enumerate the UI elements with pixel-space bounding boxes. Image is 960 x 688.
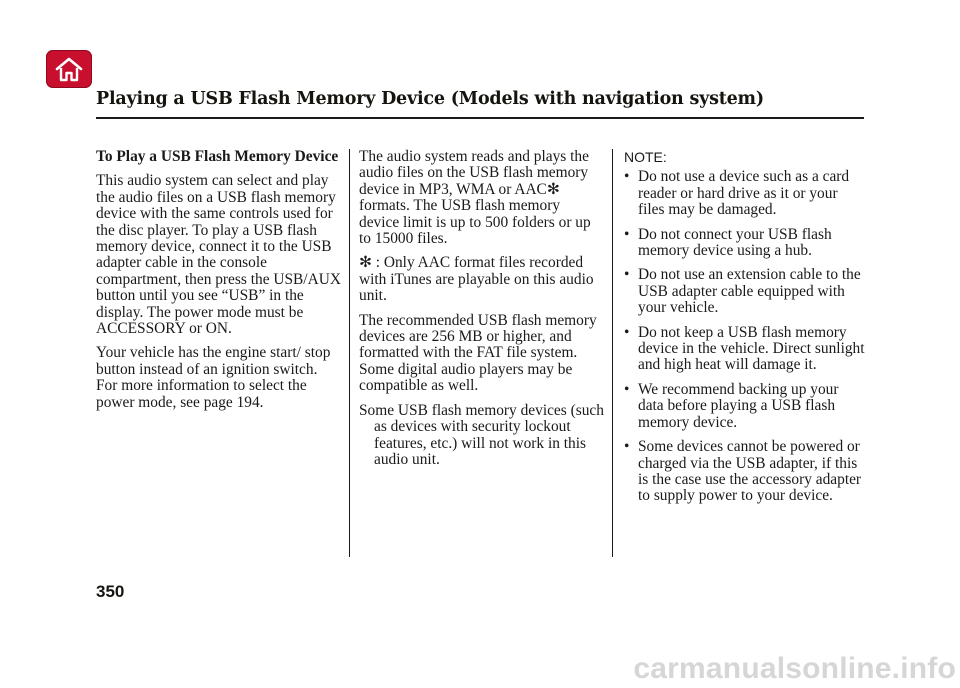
paragraph: This audio system can select and play the audio files on a USB flash memory device with the same controls used for the disc player. To play a USB flash memory device, connect it to the USB adapter cable in the console compartment, then press the USB/AUX button until you see “USB” in the display. The power mode must be ACCESSORY or ON.: [96, 172, 341, 338]
column-1: [96, 149, 342, 419]
list-item: [624, 325, 866, 374]
column-divider: [349, 149, 350, 557]
column-2: [359, 149, 604, 476]
list-item: [624, 439, 866, 505]
page-number: 350: [96, 582, 125, 601]
paragraph: Your vehicle has the engine start/ stop button instead of an ignition switch. For more information to select the power mode, see page 194.: [96, 344, 331, 411]
paragraph: The audio system reads and plays the audio files on the USB flash memory device in MP3, WMA or AAC✻ formats. The USB flash memory device limit is up to 500 folders or up to 15000 files.: [359, 148, 591, 248]
list-item: [624, 382, 866, 431]
footnote: ✻ : Only AAC format files recorded with iTunes are playable on this audio unit.: [359, 254, 594, 305]
note-text: Do not use a device such as a card reader or hard drive as it or your files may be damaged.: [638, 168, 850, 219]
note-list: [624, 169, 866, 504]
note-text: Do not use an extension cable to the USB adapter cable equipped with your vehicle.: [638, 266, 861, 317]
paragraph: The recommended USB flash memory devices are 256 MB or higher, and formatted with the FAT file system. Some digital audio players may be compatible as well.: [359, 311, 597, 395]
bullet-icon: •: [624, 266, 630, 284]
bullet-icon: •: [624, 225, 630, 243]
bullet-icon: •: [624, 323, 630, 341]
column-divider: [612, 149, 613, 557]
header-divider: [96, 117, 864, 119]
section-heading: To Play a USB Flash Memory Device: [96, 148, 339, 165]
column-3: [624, 149, 866, 513]
bullet-icon: •: [624, 168, 630, 186]
home-button[interactable]: [46, 50, 92, 88]
note-label: NOTE:: [624, 149, 667, 165]
note-text: We recommend backing up your data before playing a USB flash memory device.: [638, 380, 839, 431]
bullet-icon: •: [624, 380, 630, 398]
home-icon: [54, 56, 84, 83]
list-item: [624, 227, 866, 260]
bullet-icon: •: [624, 438, 630, 456]
note-text: Do not keep a USB flash memory device in the vehicle. Direct sunlight and high heat will damage it.: [638, 323, 865, 374]
note-text: Do not connect your USB flash memory device using a hub.: [638, 225, 832, 260]
list-item: [624, 169, 866, 218]
note-text: Some devices cannot be powered or charged via the USB adapter, if this is the case use the accessory adapter to supply power to your device.: [638, 438, 862, 505]
page-title: Playing a USB Flash Memory Device (Models with navigation system): [96, 89, 764, 109]
watermark: carmanualsonline.info: [633, 652, 956, 685]
list-item: [624, 267, 866, 316]
paragraph: Some USB flash memory devices (such as devices with security lockout features, etc.) will not work in this audio unit.: [359, 401, 604, 468]
